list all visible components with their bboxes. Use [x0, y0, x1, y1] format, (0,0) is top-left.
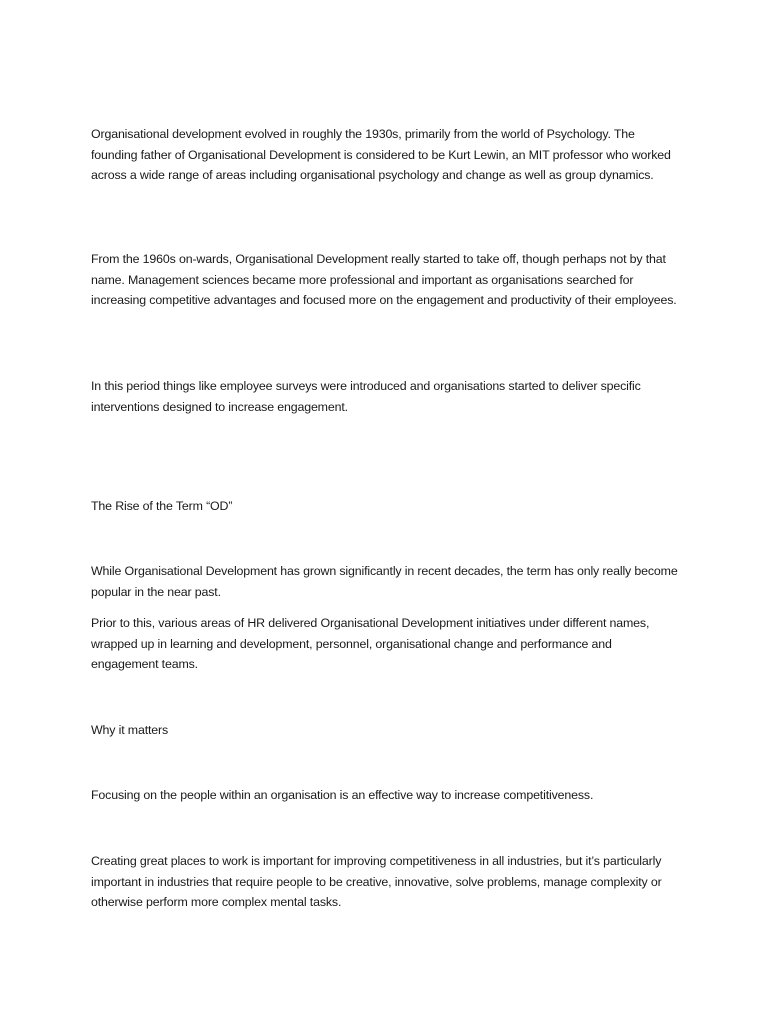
paragraph-1960s-growth: From the 1960s on-wards, Organisational Development really started to take off, though perhaps not by that name. Management sciences became more professional and important as organisations searched for increasing competitive advantages and focused more on the engagement and productivity of their employees.	[91, 252, 677, 307]
paragraph-od-origins: Organisational development evolved in roughly the 1930s, primarily from the world of Psychology. The founding father of Organisational Development is considered to be Kurt Lewin, an MIT professor who worked across a wide range of areas including organisational psychology and change as well as group dynamics.	[91, 127, 671, 182]
paragraph-great-places-to-work: Creating great places to work is important for improving competitiveness in all industries, but it’s particularly important in industries that require people to be creative, innovative, solve problems, manage complexity or otherwise perform more complex mental tasks.	[91, 854, 662, 909]
section-heading-rise-of-od: The Rise of the Term “OD”	[91, 499, 233, 513]
paragraph-term-popularity: While Organisational Development has grown significantly in recent decades, the term has only really become popular in the near past.	[91, 564, 678, 599]
section-heading-why-it-matters: Why it matters	[91, 723, 169, 737]
paragraph-focusing-on-people: Focusing on the people within an organisation is an effective way to increase competitiveness.	[91, 788, 594, 802]
paragraph-hr-initiatives: Prior to this, various areas of HR delivered Organisational Development initiatives under different names, wrapped up in learning and development, personnel, organisational change and performance and engagement teams.	[91, 616, 650, 671]
paragraph-employee-surveys: In this period things like employee surveys were introduced and organisations started to deliver specific interventions designed to increase engagement.	[91, 379, 641, 414]
